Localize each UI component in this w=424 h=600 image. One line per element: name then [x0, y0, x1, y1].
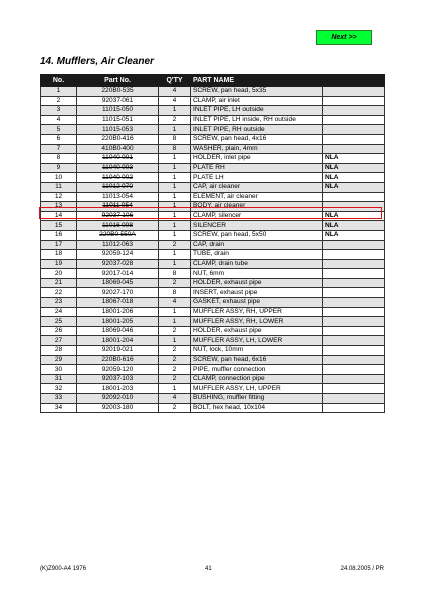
row-number: 21 [41, 278, 77, 288]
table-row [41, 346, 385, 356]
header-note [323, 75, 385, 87]
row-part-name: CLAMP, air inlet [191, 96, 323, 106]
row-note: NLA [323, 173, 385, 183]
row-part-name: CLAMP, connection pipe [191, 374, 323, 384]
row-part-name: BUSHING, muffler fitting [191, 394, 323, 404]
row-note [323, 259, 385, 269]
table-row [41, 202, 385, 212]
row-part-no: 11016-008 [77, 221, 159, 231]
row-note [323, 144, 385, 154]
table-row [41, 403, 385, 413]
row-part-name: HOLDER, inlet pipe [191, 154, 323, 164]
table-row [41, 250, 385, 260]
row-number: 17 [41, 240, 77, 250]
table-row [41, 211, 385, 221]
row-part-name: SCREW, pan head, 4x16 [191, 134, 323, 144]
footer-page-number: 41 [205, 566, 212, 572]
row-note: NLA [323, 230, 385, 240]
table-row [41, 336, 385, 346]
row-part-no: 220B0-535 [77, 87, 159, 97]
row-part-no: 92017-014 [77, 269, 159, 279]
row-qty: 1 [159, 211, 191, 221]
table-row [41, 182, 385, 192]
row-number: 23 [41, 298, 77, 308]
row-qty: 1 [159, 125, 191, 135]
table-row [41, 326, 385, 336]
row-qty: 8 [159, 134, 191, 144]
row-part-name: MUFFLER ASSY, RH, UPPER [191, 307, 323, 317]
table-row [41, 96, 385, 106]
row-number: 8 [41, 154, 77, 164]
row-part-name: MUFFLER ASSY, LH, UPPER [191, 384, 323, 394]
table-row [41, 192, 385, 202]
table-row [41, 106, 385, 116]
header-part-no: Part No. [77, 75, 159, 87]
row-part-no: 11015-050 [77, 106, 159, 116]
row-note: NLA [323, 211, 385, 221]
row-part-no: 11040-001 [77, 154, 159, 164]
row-note [323, 96, 385, 106]
row-note: NLA [323, 182, 385, 192]
row-qty: 2 [159, 403, 191, 413]
row-number: 32 [41, 384, 77, 394]
parts-table [40, 74, 385, 413]
row-part-no: 92037-061 [77, 96, 159, 106]
row-note: NLA [323, 163, 385, 173]
table-row [41, 240, 385, 250]
row-note [323, 115, 385, 125]
row-qty: 2 [159, 326, 191, 336]
row-qty: 1 [159, 336, 191, 346]
row-part-no: 92059-124 [77, 250, 159, 260]
row-number: 9 [41, 163, 77, 173]
table-row [41, 173, 385, 183]
row-number: 31 [41, 374, 77, 384]
row-part-no: 18069-045 [77, 278, 159, 288]
table-row [41, 163, 385, 173]
row-note [323, 278, 385, 288]
row-part-name: CAP, drain [191, 240, 323, 250]
row-part-name: INLET PIPE, RH outside [191, 125, 323, 135]
row-qty: 2 [159, 365, 191, 375]
row-note [323, 269, 385, 279]
row-number: 18 [41, 250, 77, 260]
row-part-name: PLATE RH [191, 163, 323, 173]
row-part-name: SCREW, pan head, 5x50 [191, 230, 323, 240]
table-row [41, 365, 385, 375]
row-part-no: 11012-063 [77, 240, 159, 250]
row-part-name: NUT, 6mm [191, 269, 323, 279]
row-part-no: 92019-021 [77, 346, 159, 356]
row-number: 10 [41, 173, 77, 183]
row-note [323, 384, 385, 394]
row-part-no: 92037-106 [77, 211, 159, 221]
footer-date: 24.08.2005 / PR [340, 566, 384, 572]
row-part-no: 18001-206 [77, 307, 159, 317]
row-part-name: INLET PIPE, LH inside, RH outside [191, 115, 323, 125]
row-part-name: INSERT, exhaust pipe [191, 288, 323, 298]
row-part-no: 18069-046 [77, 326, 159, 336]
table-row [41, 394, 385, 404]
row-number: 33 [41, 394, 77, 404]
row-part-name: SCREW, pan head, 6x16 [191, 355, 323, 365]
table-row [41, 384, 385, 394]
row-part-name: GASKET, exhaust pipe [191, 298, 323, 308]
table-row [41, 317, 385, 327]
row-number: 24 [41, 307, 77, 317]
row-part-no: 18001-205 [77, 317, 159, 327]
row-part-name: PIPE, muffler connection [191, 365, 323, 375]
row-number: 28 [41, 346, 77, 356]
row-qty: 4 [159, 298, 191, 308]
row-part-no: 92027-170 [77, 288, 159, 298]
row-part-name: PLATE LH [191, 173, 323, 183]
row-part-no: 11040-003 [77, 163, 159, 173]
footer-model: (K)Z900-A4 1976 [40, 566, 87, 572]
row-qty: 4 [159, 87, 191, 97]
row-part-no: 18001-204 [77, 336, 159, 346]
row-part-no: 11015-051 [77, 115, 159, 125]
row-part-name: BOLT, hex head, 10x104 [191, 403, 323, 413]
row-part-name: WASHER, plain, 4mm [191, 144, 323, 154]
row-part-name: INLET PIPE, LH outside [191, 106, 323, 116]
table-row [41, 221, 385, 231]
row-qty: 2 [159, 346, 191, 356]
row-qty: 1 [159, 230, 191, 240]
row-qty: 8 [159, 269, 191, 279]
row-part-no: 11040-002 [77, 173, 159, 183]
row-part-name: SCREW, pan head, 5x35 [191, 87, 323, 97]
row-part-no: 92037-103 [77, 374, 159, 384]
row-part-no: 18067-018 [77, 298, 159, 308]
row-qty: 8 [159, 288, 191, 298]
table-row [41, 115, 385, 125]
row-part-name: NUT, lock, 10mm [191, 346, 323, 356]
row-part-no: 11015-053 [77, 125, 159, 135]
row-note [323, 250, 385, 260]
row-part-no: 92059-120 [77, 365, 159, 375]
row-note [323, 192, 385, 202]
row-number: 6 [41, 134, 77, 144]
row-part-name: MUFFLER ASSY, LH, LOWER [191, 336, 323, 346]
row-number: 19 [41, 259, 77, 269]
row-note [323, 125, 385, 135]
row-part-no: 410B0-400 [77, 144, 159, 154]
table-body [41, 87, 385, 413]
row-note [323, 202, 385, 212]
row-note [323, 134, 385, 144]
row-part-name: HOLDER, exhaust pipe [191, 278, 323, 288]
table-row [41, 269, 385, 279]
row-note [323, 355, 385, 365]
row-note [323, 365, 385, 375]
row-qty: 1 [159, 192, 191, 202]
row-note [323, 326, 385, 336]
row-number: 22 [41, 288, 77, 298]
table-row [41, 259, 385, 269]
row-qty: 2 [159, 278, 191, 288]
table-row [41, 278, 385, 288]
table-header-row [41, 75, 385, 87]
row-note [323, 87, 385, 97]
row-qty: 1 [159, 154, 191, 164]
next-button[interactable]: Next >> [316, 30, 372, 45]
row-part-no: 18001-203 [77, 384, 159, 394]
table-row [41, 230, 385, 240]
row-qty: 1 [159, 317, 191, 327]
row-number: 15 [41, 221, 77, 231]
row-part-name: CLAMP, drain tube [191, 259, 323, 269]
row-part-name: SILENCER [191, 221, 323, 231]
row-part-no: 11011-054 [77, 202, 159, 212]
table-row [41, 87, 385, 97]
row-note [323, 298, 385, 308]
row-qty: 2 [159, 115, 191, 125]
table-row [41, 134, 385, 144]
header-part-name: PART NAME [191, 75, 323, 87]
header-no: No. [41, 75, 77, 87]
table-row [41, 154, 385, 164]
row-number: 34 [41, 403, 77, 413]
table-row [41, 355, 385, 365]
table-row [41, 307, 385, 317]
row-note: NLA [323, 221, 385, 231]
row-qty: 2 [159, 374, 191, 384]
row-number: 2 [41, 96, 77, 106]
table-row [41, 144, 385, 154]
row-qty: 4 [159, 96, 191, 106]
row-number: 25 [41, 317, 77, 327]
row-qty: 1 [159, 259, 191, 269]
row-number: 5 [41, 125, 77, 135]
row-note [323, 106, 385, 116]
row-qty: 1 [159, 221, 191, 231]
row-number: 20 [41, 269, 77, 279]
row-note [323, 240, 385, 250]
row-qty: 2 [159, 355, 191, 365]
row-number: 1 [41, 87, 77, 97]
row-number: 26 [41, 326, 77, 336]
row-part-no: 11012-070 [77, 182, 159, 192]
row-qty: 8 [159, 144, 191, 154]
row-qty: 1 [159, 307, 191, 317]
row-part-no: 92037-028 [77, 259, 159, 269]
row-number: 12 [41, 192, 77, 202]
row-number: 7 [41, 144, 77, 154]
row-note: NLA [323, 154, 385, 164]
row-qty: 1 [159, 384, 191, 394]
row-part-name: ELEMENT, air cleaner [191, 192, 323, 202]
row-note [323, 317, 385, 327]
row-qty: 1 [159, 163, 191, 173]
row-part-no: 92003-180 [77, 403, 159, 413]
row-number: 3 [41, 106, 77, 116]
row-qty: 1 [159, 106, 191, 116]
row-note [323, 346, 385, 356]
row-note [323, 307, 385, 317]
row-number: 27 [41, 336, 77, 346]
row-part-no: 92092-010 [77, 394, 159, 404]
table-row [41, 298, 385, 308]
row-number: 29 [41, 355, 77, 365]
table-row [41, 288, 385, 298]
row-part-no: 11013-054 [77, 192, 159, 202]
row-qty: 1 [159, 250, 191, 260]
row-note [323, 403, 385, 413]
row-note [323, 394, 385, 404]
row-part-name: MUFFLER ASSY, RH, LOWER [191, 317, 323, 327]
row-part-name: CAP, air cleaner [191, 182, 323, 192]
row-part-no: 220B0-550A [77, 230, 159, 240]
row-note [323, 288, 385, 298]
row-number: 13 [41, 202, 77, 212]
row-number: 11 [41, 182, 77, 192]
row-qty: 1 [159, 202, 191, 212]
row-part-no: 220B0-416 [77, 134, 159, 144]
row-qty: 1 [159, 182, 191, 192]
row-part-name: HOLDER, exhaust pipe [191, 326, 323, 336]
row-note [323, 336, 385, 346]
row-qty: 2 [159, 240, 191, 250]
row-part-name: BODY, air cleaner [191, 202, 323, 212]
row-note [323, 374, 385, 384]
table-row [41, 125, 385, 135]
row-qty: 1 [159, 173, 191, 183]
row-part-no: 220B0-616 [77, 355, 159, 365]
row-number: 30 [41, 365, 77, 375]
table-row [41, 374, 385, 384]
row-qty: 4 [159, 394, 191, 404]
header-qty: Q'TY [159, 75, 191, 87]
page-title: 14. Mufflers, Air Cleaner [40, 56, 154, 67]
row-part-name: CLAMP, silencer [191, 211, 323, 221]
row-number: 14 [41, 211, 77, 221]
row-part-name: TUBE, drain [191, 250, 323, 260]
row-number: 4 [41, 115, 77, 125]
row-number: 16 [41, 230, 77, 240]
